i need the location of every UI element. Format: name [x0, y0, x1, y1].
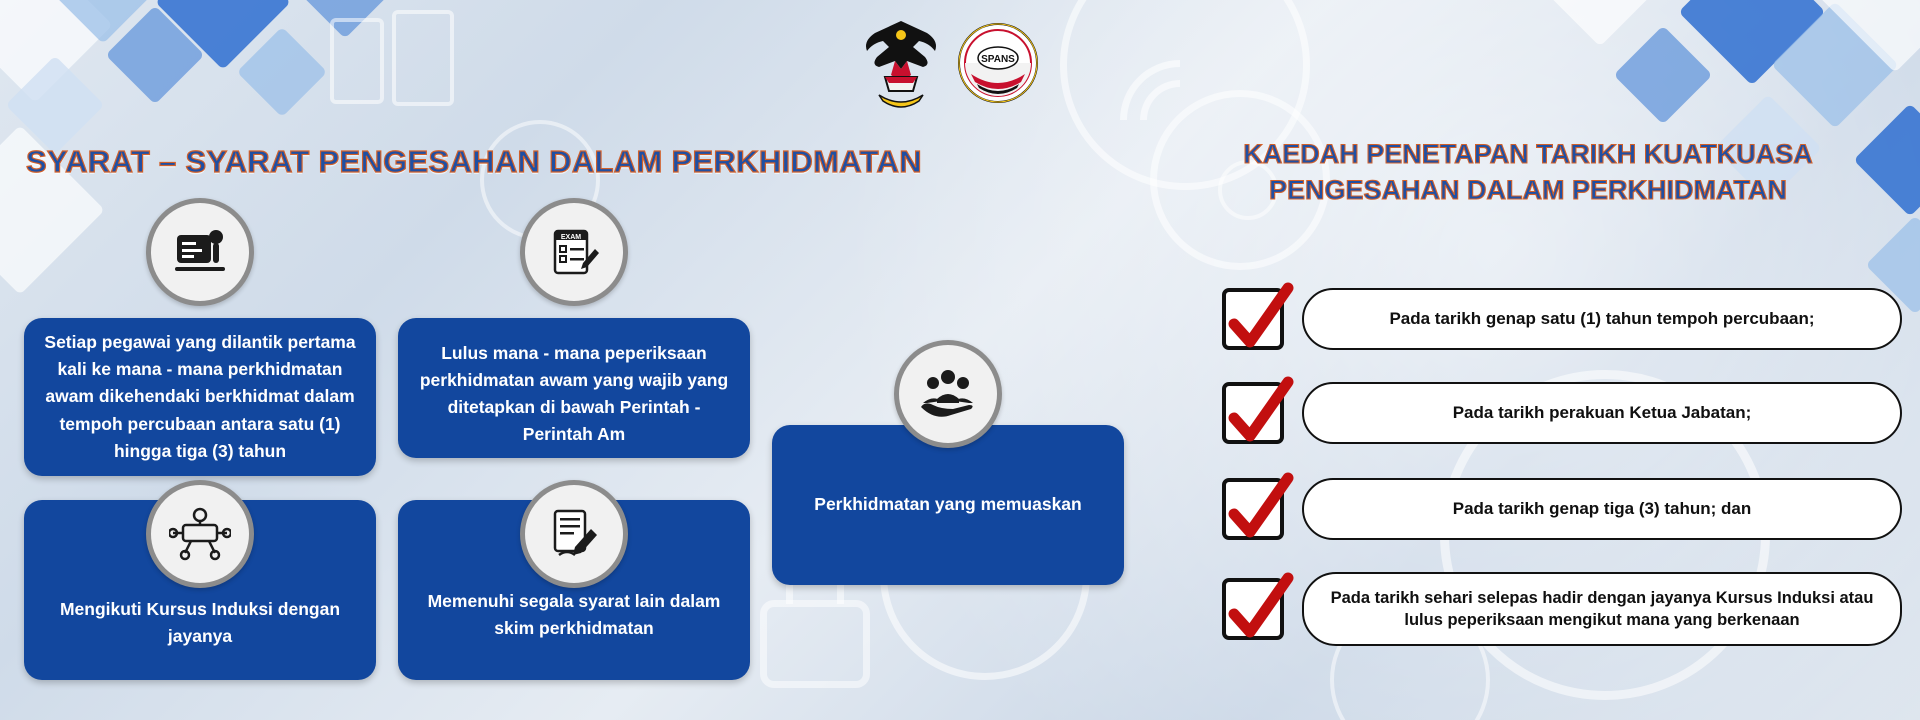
method-text: Pada tarikh perakuan Ketua Jabatan;	[1302, 382, 1902, 444]
requirement-card	[772, 425, 1124, 585]
method-row	[1222, 478, 1902, 540]
method-row	[1222, 288, 1902, 350]
method-text: Pada tarikh sehari selepas hadir dengan jayanya Kursus Induksi atau lulus peperiksaan mengikut mana yang berkenaan	[1302, 572, 1902, 646]
requirement-card-text: Mengikuti Kursus Induksi dengan jayanya	[59, 598, 341, 646]
checkbox-checked[interactable]	[1222, 578, 1284, 640]
documents-icon	[330, 10, 460, 120]
requirement-card-text: Setiap pegawai yang dilantik pertama kali ke mana - mana perkhidmatan awam dikehendaki berkhidmat dalam tempoh percubaan antara satu (1) hingga tiga (3) tahun	[44, 332, 356, 461]
svg-text:SPANS: SPANS	[981, 53, 1015, 65]
appointment-letter-icon	[146, 198, 254, 306]
decor-diamond	[1853, 103, 1920, 216]
header-emblems	[855, 10, 1075, 115]
team-service-icon	[894, 340, 1002, 448]
svg-text:EXAM: EXAM	[560, 234, 582, 241]
requirement-card-text: Perkhidmatan yang memuaskan	[814, 494, 1082, 515]
training-course-icon	[146, 480, 254, 588]
requirement-card-text: Lulus mana - mana peperiksaan perkhidmatan awam yang wajib yang ditetapkan di bawah Perintah - Perintah Am	[419, 343, 729, 445]
left-section-title: SYARAT – SYARAT PENGESAHAN DALAM PERKHIDMATAN	[26, 144, 922, 179]
right-section-title: KAEDAH PENETAPAN TARIKH KUATKUASA PENGESAHAN DALAM PERKHIDMATAN	[1243, 139, 1813, 206]
requirement-card-text: Memenuhi segala syarat lain dalam skim perkhidmatan	[427, 590, 721, 638]
sarawak-coat-of-arms-icon	[855, 13, 947, 113]
requirement-card	[24, 318, 376, 476]
requirement-card	[398, 318, 750, 458]
spans-logo-icon	[957, 22, 1039, 104]
checkbox-checked[interactable]	[1222, 382, 1284, 444]
signed-document-icon	[520, 480, 628, 588]
checkbox-checked[interactable]	[1222, 288, 1284, 350]
lock-icon	[760, 600, 870, 688]
method-row	[1222, 382, 1902, 444]
method-row	[1222, 572, 1902, 646]
checkbox-checked[interactable]	[1222, 478, 1284, 540]
decor-diamond	[1614, 26, 1713, 125]
decor-diamond	[1543, 0, 1656, 47]
method-text: Pada tarikh genap satu (1) tahun tempoh percubaan;	[1302, 288, 1902, 350]
method-text: Pada tarikh genap tiga (3) tahun; dan	[1302, 478, 1902, 540]
exam-paper-icon	[520, 198, 628, 306]
